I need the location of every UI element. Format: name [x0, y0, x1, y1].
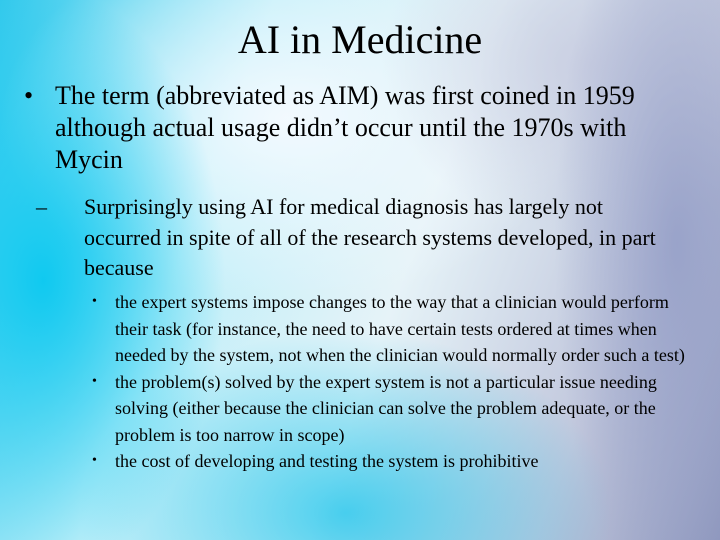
sub-bullet-text: Surprisingly using AI for medical diagnosis has largely not occurred in spite of all of the research systems developed, in part because — [84, 194, 656, 280]
list-item — [92, 448, 692, 475]
slide-title: AI in Medicine — [237, 17, 483, 62]
list-item-text: the problem(s) solved by the expert system is not a particular issue needing solving (either because the clinician can solve the problem adequate, or the problem is too narrow in scope) — [115, 371, 657, 445]
list-item-text: the expert systems impose changes to the way that a clinician would perform their task (for instance, the need to have certain tests ordered at times when needed by the system, not when the clinician would normally order such a test) — [115, 292, 685, 365]
list-item — [92, 289, 692, 369]
bullet-level2 — [36, 192, 676, 284]
list-item — [92, 369, 692, 449]
bullet-marker: • — [92, 453, 97, 468]
bullet-level3-list — [92, 289, 692, 475]
bullet-text: The term (abbreviated as AIM) was first coined in 1959 although actual usage didn’t occur until the 1970s with Mycin — [55, 81, 635, 174]
bullet-marker: • — [92, 294, 97, 309]
list-item-text: the cost of developing and testing the system is prohibitive — [115, 451, 539, 471]
bullet-marker: • — [24, 81, 34, 110]
bullet-marker: • — [92, 373, 97, 389]
dash-marker: – — [36, 194, 47, 219]
bullet-level1 — [24, 80, 674, 176]
